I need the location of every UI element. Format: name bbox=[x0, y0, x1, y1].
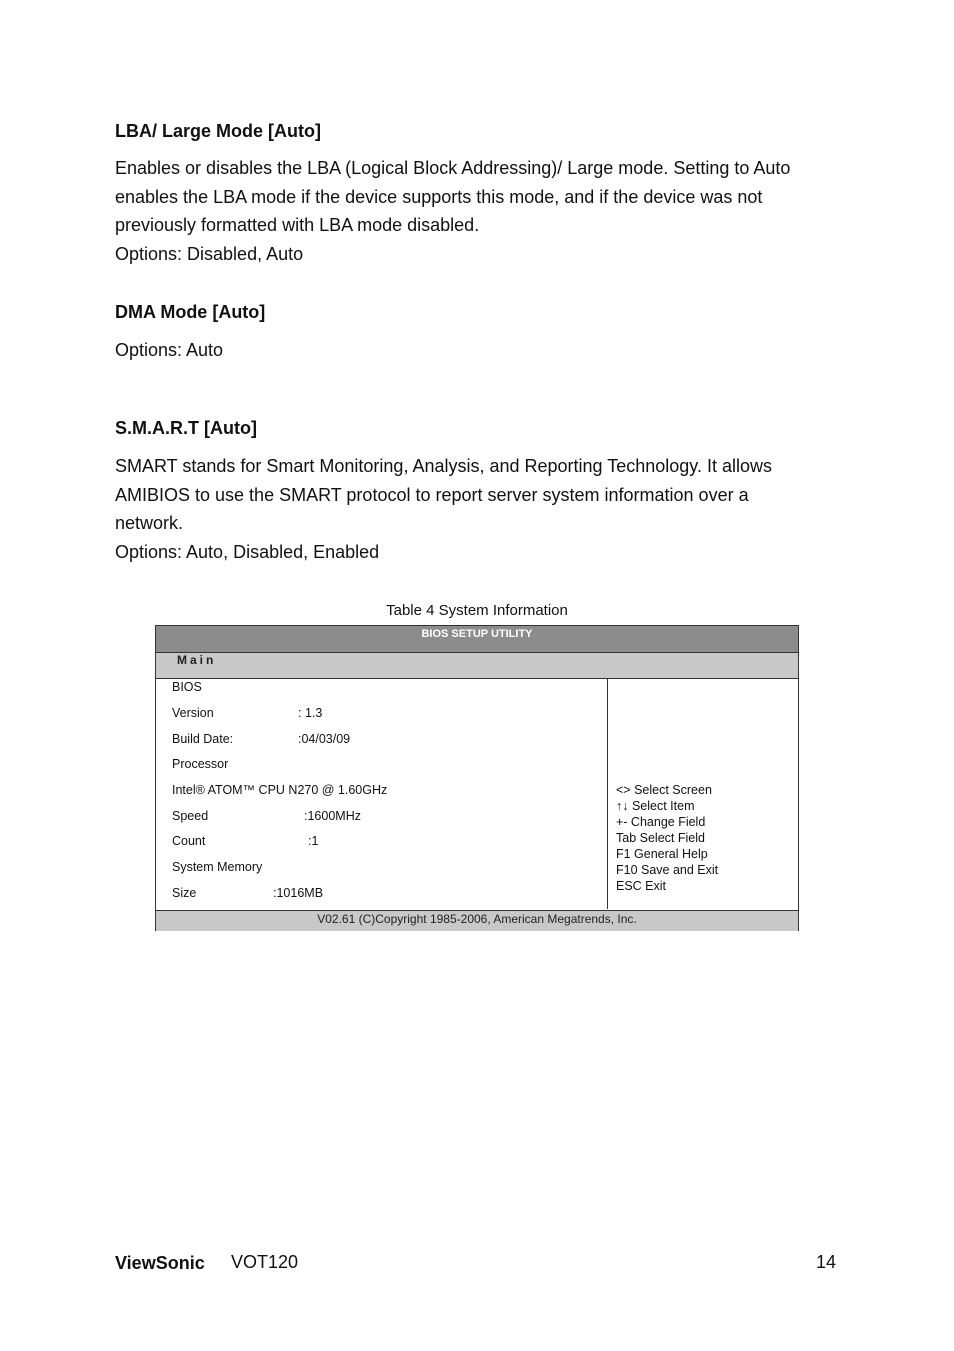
help-item: F10 Save and Exit bbox=[616, 863, 719, 877]
help-item: F1 General Help bbox=[616, 847, 708, 861]
footer-model: VOT120 bbox=[231, 1252, 299, 1272]
bios-title: BIOS SETUP UTILITY bbox=[156, 626, 798, 653]
tab-main: Main bbox=[177, 653, 217, 667]
body-line: previously formatted with LBA mode disabled. bbox=[115, 215, 480, 236]
page-number: 14 bbox=[816, 1252, 837, 1272]
body-line: network. bbox=[115, 513, 184, 534]
help-item: Tab Select Field bbox=[616, 831, 705, 845]
row-value-build-date: :04/03/09 bbox=[298, 732, 351, 746]
section-heading-lba: LBA/ Large Mode [Auto] bbox=[115, 121, 321, 141]
section-body-lba bbox=[115, 154, 850, 269]
bios-info-pane bbox=[156, 679, 608, 909]
row-label-count: Count bbox=[172, 834, 206, 848]
row-label-system-memory: System Memory bbox=[172, 860, 263, 874]
bios-setup-table bbox=[155, 625, 799, 931]
body-line: Options: Auto, Disabled, Enabled bbox=[115, 542, 380, 563]
section-heading-smart: S.M.A.R.T [Auto] bbox=[115, 418, 257, 438]
body-line: Options: Disabled, Auto bbox=[115, 244, 304, 265]
row-label-processor: Processor bbox=[172, 757, 229, 771]
bios-help-pane bbox=[608, 679, 798, 909]
help-item: ESC Exit bbox=[616, 879, 667, 893]
row-label-version: Version bbox=[172, 706, 214, 720]
row-label-bios: BIOS bbox=[172, 680, 202, 694]
section-heading-dma: DMA Mode [Auto] bbox=[115, 302, 266, 322]
body-line: Options: Auto bbox=[115, 340, 224, 360]
body-line: enables the LBA mode if the device supports this mode, and if the device was not bbox=[115, 186, 763, 207]
section-body-dma bbox=[115, 336, 850, 365]
row-label-cpu: Intel® ATOM™ CPU N270 @ 1.60GHz bbox=[172, 783, 388, 797]
help-item: ↑↓ Select Item bbox=[616, 799, 695, 813]
bios-copyright: V02.61 (C)Copyright 1985-2006, American Megatrends, Inc. bbox=[156, 910, 798, 931]
row-value-version: : 1.3 bbox=[298, 706, 323, 720]
table-caption: Table 4 System Information bbox=[386, 602, 568, 619]
row-label-size: Size bbox=[172, 886, 197, 900]
footer-brand: ViewSonic bbox=[115, 1253, 205, 1273]
body-line: SMART stands for Smart Monitoring, Analysis, and Reporting Technology. It allows bbox=[115, 456, 772, 476]
row-label-build-date: Build Date: bbox=[172, 732, 234, 746]
row-value-count: :1 bbox=[308, 834, 319, 848]
body-line: AMIBIOS to use the SMART protocol to report server system information over a bbox=[115, 484, 749, 505]
section-body-smart bbox=[115, 452, 850, 567]
row-value-speed: :1600MHz bbox=[304, 809, 361, 823]
row-value-size: :1016MB bbox=[273, 886, 324, 900]
body-line: Enables or disables the LBA (Logical Block Addressing)/ Large mode. Setting to Auto bbox=[115, 158, 791, 178]
help-item: <> Select Screen bbox=[616, 783, 712, 797]
row-label-speed: Speed bbox=[172, 809, 209, 823]
help-list bbox=[616, 782, 718, 894]
bios-tab-bar bbox=[156, 653, 798, 679]
help-item: +- Change Field bbox=[616, 815, 706, 829]
